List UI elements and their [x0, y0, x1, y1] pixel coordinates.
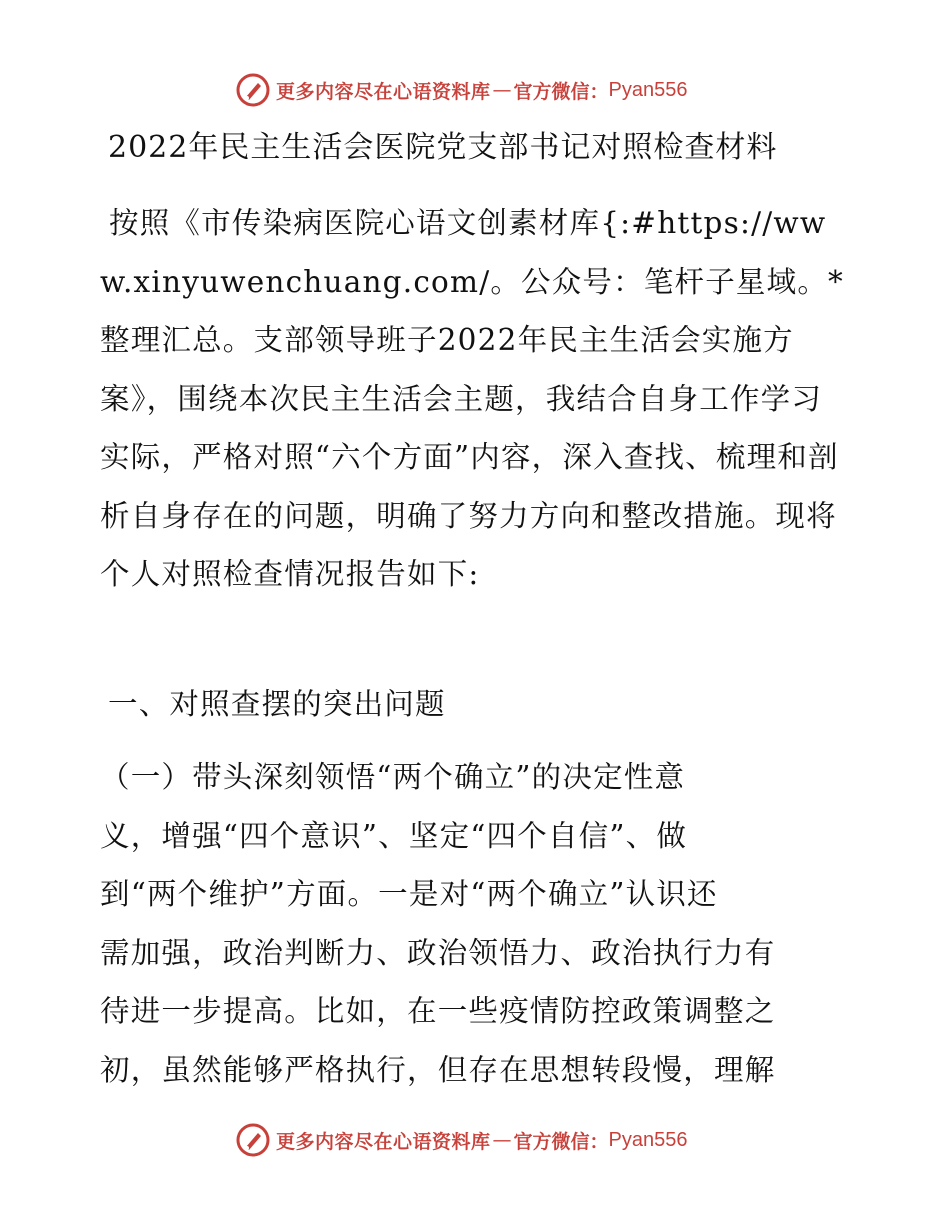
- paragraph-line: 义，增强“四个意识”、坚定“四个自信”、做: [100, 818, 688, 853]
- watermark-wechat-id: Pyan556: [608, 1128, 688, 1151]
- paragraph-line: 到“两个维护”方面。一是对“两个确立”认识还: [100, 877, 718, 911]
- watermark-wechat-label: 官方微信：: [513, 1130, 609, 1153]
- watermark-separator: —: [492, 79, 512, 101]
- body-paragraph: [100, 748, 850, 1099]
- watermark-wechat-id: Pyan556: [608, 78, 688, 101]
- paragraph-line: 需加强，政治判断力、政治领悟力、政治执行力有: [100, 935, 776, 970]
- pen-logo-icon: [236, 1123, 270, 1157]
- watermark-wechat-label: 官方微信：: [513, 80, 609, 103]
- paragraph-line: 待进一步提高。比如，在一些疫情防控政策调整之: [100, 994, 776, 1028]
- pen-logo-icon: [236, 73, 270, 107]
- watermark-separator: —: [492, 1129, 512, 1151]
- intro-paragraph: 按照《市传染病医院心语文创素材库{:#https://www.xinyuwenchuang.com/。公众号：笔杆子星域。*整理汇总。支部领导班子2022年民主生活会实施方案》，围绕本次民主生活会主题，我结合自身工作学习实际，严格对照“六个方面”内容，深入查找、梳理和剖析自身存在的问题，明确了努力方向和整改措施。现将个人对照检查情况报告如下:: [100, 206, 844, 591]
- watermark-text: 更多内容尽在心语资料库: [276, 80, 491, 103]
- document-title: 2022年民主生活会医院党支部书记对照检查材料: [108, 130, 778, 165]
- watermark-header: [236, 72, 688, 108]
- watermark-text: 更多内容尽在心语资料库: [276, 1130, 491, 1153]
- watermark-footer: [236, 1122, 688, 1158]
- paragraph-line: （一）带头深刻领悟“两个确立”的决定性意: [100, 760, 686, 794]
- section-heading: 一、对照查摆的突出问题: [108, 687, 446, 721]
- paragraph-line: 初，虽然能够严格执行，但存在思想转段慢，理解: [100, 1052, 776, 1087]
